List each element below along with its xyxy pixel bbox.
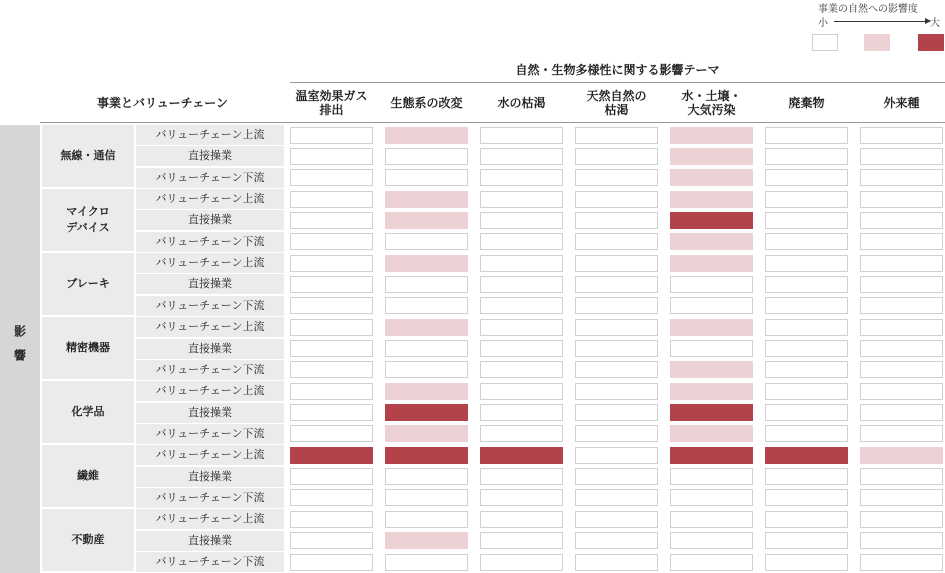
impact-cell	[385, 404, 468, 421]
impact-cell	[765, 340, 848, 357]
impact-cell	[575, 233, 658, 250]
legend-scale	[818, 14, 942, 28]
impact-cell	[860, 233, 943, 250]
impact-cell	[860, 489, 943, 506]
theme-header-1: 生態系の改変	[390, 96, 463, 110]
impact-cell	[670, 233, 753, 250]
impact-cell	[385, 212, 468, 229]
impact-cell	[575, 191, 658, 208]
impact-cell	[290, 297, 373, 314]
stage-label: バリューチェーン下流	[136, 168, 284, 188]
impact-cell	[575, 447, 658, 464]
impact-cell	[765, 511, 848, 528]
sector-label: ブレーキ	[42, 253, 134, 315]
impact-cell	[575, 276, 658, 293]
stage-label: 直接操業	[136, 403, 284, 423]
sector-label: マイクロ デバイス	[42, 189, 134, 251]
impact-cell	[385, 340, 468, 357]
impact-cell	[480, 511, 563, 528]
impact-cell	[765, 276, 848, 293]
impact-cell	[385, 148, 468, 165]
impact-cell	[670, 468, 753, 485]
impact-cell	[860, 297, 943, 314]
impact-cell	[290, 425, 373, 442]
stage-label: 直接操業	[136, 210, 284, 230]
stage-label: バリューチェーン上流	[136, 509, 284, 529]
impact-cell	[480, 169, 563, 186]
stage-label: 直接操業	[136, 467, 284, 487]
impact-cell	[290, 212, 373, 229]
impact-cell	[860, 319, 943, 336]
sector-label: 化学品	[42, 381, 134, 443]
impact-cell	[290, 383, 373, 400]
impact-cell	[575, 319, 658, 336]
impact-cell	[765, 468, 848, 485]
impact-cell	[290, 554, 373, 571]
impact-cell	[765, 554, 848, 571]
stage-label: 直接操業	[136, 531, 284, 551]
impact-cell	[765, 297, 848, 314]
impact-cell	[860, 169, 943, 186]
legend-swatch-medium	[864, 34, 890, 51]
impact-cell	[670, 127, 753, 144]
impact-cell	[385, 532, 468, 549]
impact-cell	[385, 425, 468, 442]
impact-cell	[290, 169, 373, 186]
legend-swatch-high	[918, 34, 944, 51]
sector-label: 精密機器	[42, 317, 134, 379]
impact-cell	[575, 404, 658, 421]
theme-header-3: 天然自然の 枯渇	[586, 89, 647, 117]
impact-cell	[290, 276, 373, 293]
stage-label: バリューチェーン上流	[136, 125, 284, 145]
impact-cell	[860, 532, 943, 549]
impact-cell	[575, 361, 658, 378]
impact-cell	[860, 468, 943, 485]
impact-cell	[480, 447, 563, 464]
impact-cell	[575, 127, 658, 144]
impact-cell	[385, 255, 468, 272]
stage-label: バリューチェーン上流	[136, 445, 284, 465]
impact-cell	[290, 511, 373, 528]
impact-cell	[860, 191, 943, 208]
arrow-right-icon	[834, 21, 930, 22]
sector-label: 無線・通信	[42, 125, 134, 187]
impact-cell	[765, 212, 848, 229]
impact-cell	[670, 554, 753, 571]
impact-cell	[385, 233, 468, 250]
impact-cell	[385, 276, 468, 293]
impact-cell	[385, 169, 468, 186]
impact-cell	[670, 532, 753, 549]
impact-cell	[765, 383, 848, 400]
impact-cell	[670, 276, 753, 293]
theme-header-2: 水の枯渇	[497, 96, 546, 110]
impact-cell	[860, 148, 943, 165]
impact-cell	[290, 255, 373, 272]
impact-cell	[765, 169, 848, 186]
impact-label: 影響	[0, 125, 40, 573]
impact-cell	[480, 255, 563, 272]
impact-cell	[575, 554, 658, 571]
impact-cell	[480, 361, 563, 378]
stage-label: 直接操業	[136, 146, 284, 166]
impact-cell	[385, 511, 468, 528]
impact-cell	[290, 489, 373, 506]
theme-header-0: 温室効果ガス 排出	[295, 89, 368, 117]
impact-cell	[480, 425, 563, 442]
impact-cell	[765, 233, 848, 250]
impact-cell	[670, 319, 753, 336]
impact-cell	[290, 148, 373, 165]
impact-cell	[670, 148, 753, 165]
impact-cell	[860, 127, 943, 144]
impact-cell	[765, 319, 848, 336]
impact-cell	[480, 276, 563, 293]
impact-cell	[480, 340, 563, 357]
impact-cell	[575, 532, 658, 549]
impact-cell	[670, 511, 753, 528]
impact-cell	[670, 489, 753, 506]
impact-cell	[290, 233, 373, 250]
impact-cell	[290, 532, 373, 549]
impact-cell	[575, 468, 658, 485]
impact-cell	[765, 404, 848, 421]
divider	[290, 82, 945, 83]
stage-label: バリューチェーン下流	[136, 360, 284, 380]
impact-cell	[480, 489, 563, 506]
impact-cell	[290, 404, 373, 421]
impact-cell	[290, 447, 373, 464]
impact-cell	[575, 425, 658, 442]
impact-cell	[765, 489, 848, 506]
impact-cell	[765, 191, 848, 208]
impact-cell	[290, 127, 373, 144]
impact-cell	[480, 233, 563, 250]
impact-cell	[860, 340, 943, 357]
impact-cell	[670, 425, 753, 442]
impact-cell	[860, 404, 943, 421]
impact-cell	[670, 383, 753, 400]
impact-cell	[575, 297, 658, 314]
impact-cell	[480, 297, 563, 314]
impact-cell	[670, 191, 753, 208]
impact-cell	[575, 212, 658, 229]
impact-cell	[385, 319, 468, 336]
theme-group-header: 自然・生物多様性に関する影響テーマ	[515, 63, 720, 77]
sector-label: 繊維	[42, 445, 134, 507]
impact-cell	[385, 468, 468, 485]
impact-cell	[575, 148, 658, 165]
impact-cell	[670, 447, 753, 464]
stage-label: バリューチェーン上流	[136, 381, 284, 401]
impact-cell	[670, 340, 753, 357]
impact-cell	[765, 425, 848, 442]
legend-small-label: 小	[818, 18, 828, 29]
impact-cell	[385, 489, 468, 506]
stage-label: バリューチェーン下流	[136, 552, 284, 572]
impact-cell	[385, 447, 468, 464]
impact-cell	[765, 532, 848, 549]
impact-cell	[860, 447, 943, 464]
impact-cell	[290, 468, 373, 485]
impact-cell	[385, 191, 468, 208]
stage-label: 直接操業	[136, 339, 284, 359]
impact-cell	[290, 340, 373, 357]
impact-cell	[860, 276, 943, 293]
impact-cell	[575, 511, 658, 528]
impact-cell	[860, 383, 943, 400]
impact-cell	[860, 255, 943, 272]
impact-cell	[670, 297, 753, 314]
impact-cell	[480, 383, 563, 400]
impact-cell	[575, 255, 658, 272]
stage-label: バリューチェーン上流	[136, 189, 284, 209]
impact-cell	[670, 212, 753, 229]
impact-cell	[290, 319, 373, 336]
impact-cell	[480, 148, 563, 165]
stage-label: 直接操業	[136, 274, 284, 294]
legend-swatch-low	[812, 34, 838, 51]
impact-cell	[765, 148, 848, 165]
theme-header-4: 水・土壌・ 大気汚染	[681, 89, 742, 117]
theme-header-5: 廃棄物	[788, 96, 825, 110]
business-column-header: 事業とバリューチェーン	[96, 95, 229, 110]
impact-cell	[765, 127, 848, 144]
stage-label: バリューチェーン下流	[136, 296, 284, 316]
impact-cell	[575, 489, 658, 506]
impact-cell	[860, 425, 943, 442]
stage-label: バリューチェーン下流	[136, 232, 284, 252]
impact-cell	[860, 511, 943, 528]
impact-cell	[670, 169, 753, 186]
impact-cell	[575, 383, 658, 400]
impact-cell	[670, 255, 753, 272]
impact-cell	[575, 340, 658, 357]
legend-large-label: 大	[930, 18, 940, 29]
stage-label: バリューチェーン下流	[136, 424, 284, 444]
impact-cell	[290, 361, 373, 378]
stage-label: バリューチェーン上流	[136, 317, 284, 337]
impact-cell	[670, 361, 753, 378]
impact-cell	[860, 554, 943, 571]
sector-label: 不動産	[42, 509, 134, 571]
impact-cell	[765, 447, 848, 464]
impact-cell	[480, 404, 563, 421]
impact-cell	[670, 404, 753, 421]
impact-cell	[480, 532, 563, 549]
impact-cell	[860, 212, 943, 229]
stage-label: バリューチェーン上流	[136, 253, 284, 273]
legend-title: 事業の自然への影響度	[818, 4, 918, 15]
impact-cell	[480, 127, 563, 144]
impact-cell	[385, 554, 468, 571]
impact-cell	[480, 191, 563, 208]
impact-cell	[480, 554, 563, 571]
impact-cell	[480, 468, 563, 485]
stage-label: バリューチェーン下流	[136, 488, 284, 508]
impact-cell	[385, 361, 468, 378]
impact-cell	[385, 127, 468, 144]
impact-cell	[290, 191, 373, 208]
divider	[40, 122, 945, 123]
impact-cell	[480, 212, 563, 229]
impact-cell	[860, 361, 943, 378]
impact-cell	[765, 255, 848, 272]
theme-header-6: 外来種	[883, 96, 920, 110]
impact-cell	[480, 319, 563, 336]
impact-cell	[575, 169, 658, 186]
impact-cell	[385, 383, 468, 400]
impact-cell	[765, 361, 848, 378]
impact-cell	[385, 297, 468, 314]
